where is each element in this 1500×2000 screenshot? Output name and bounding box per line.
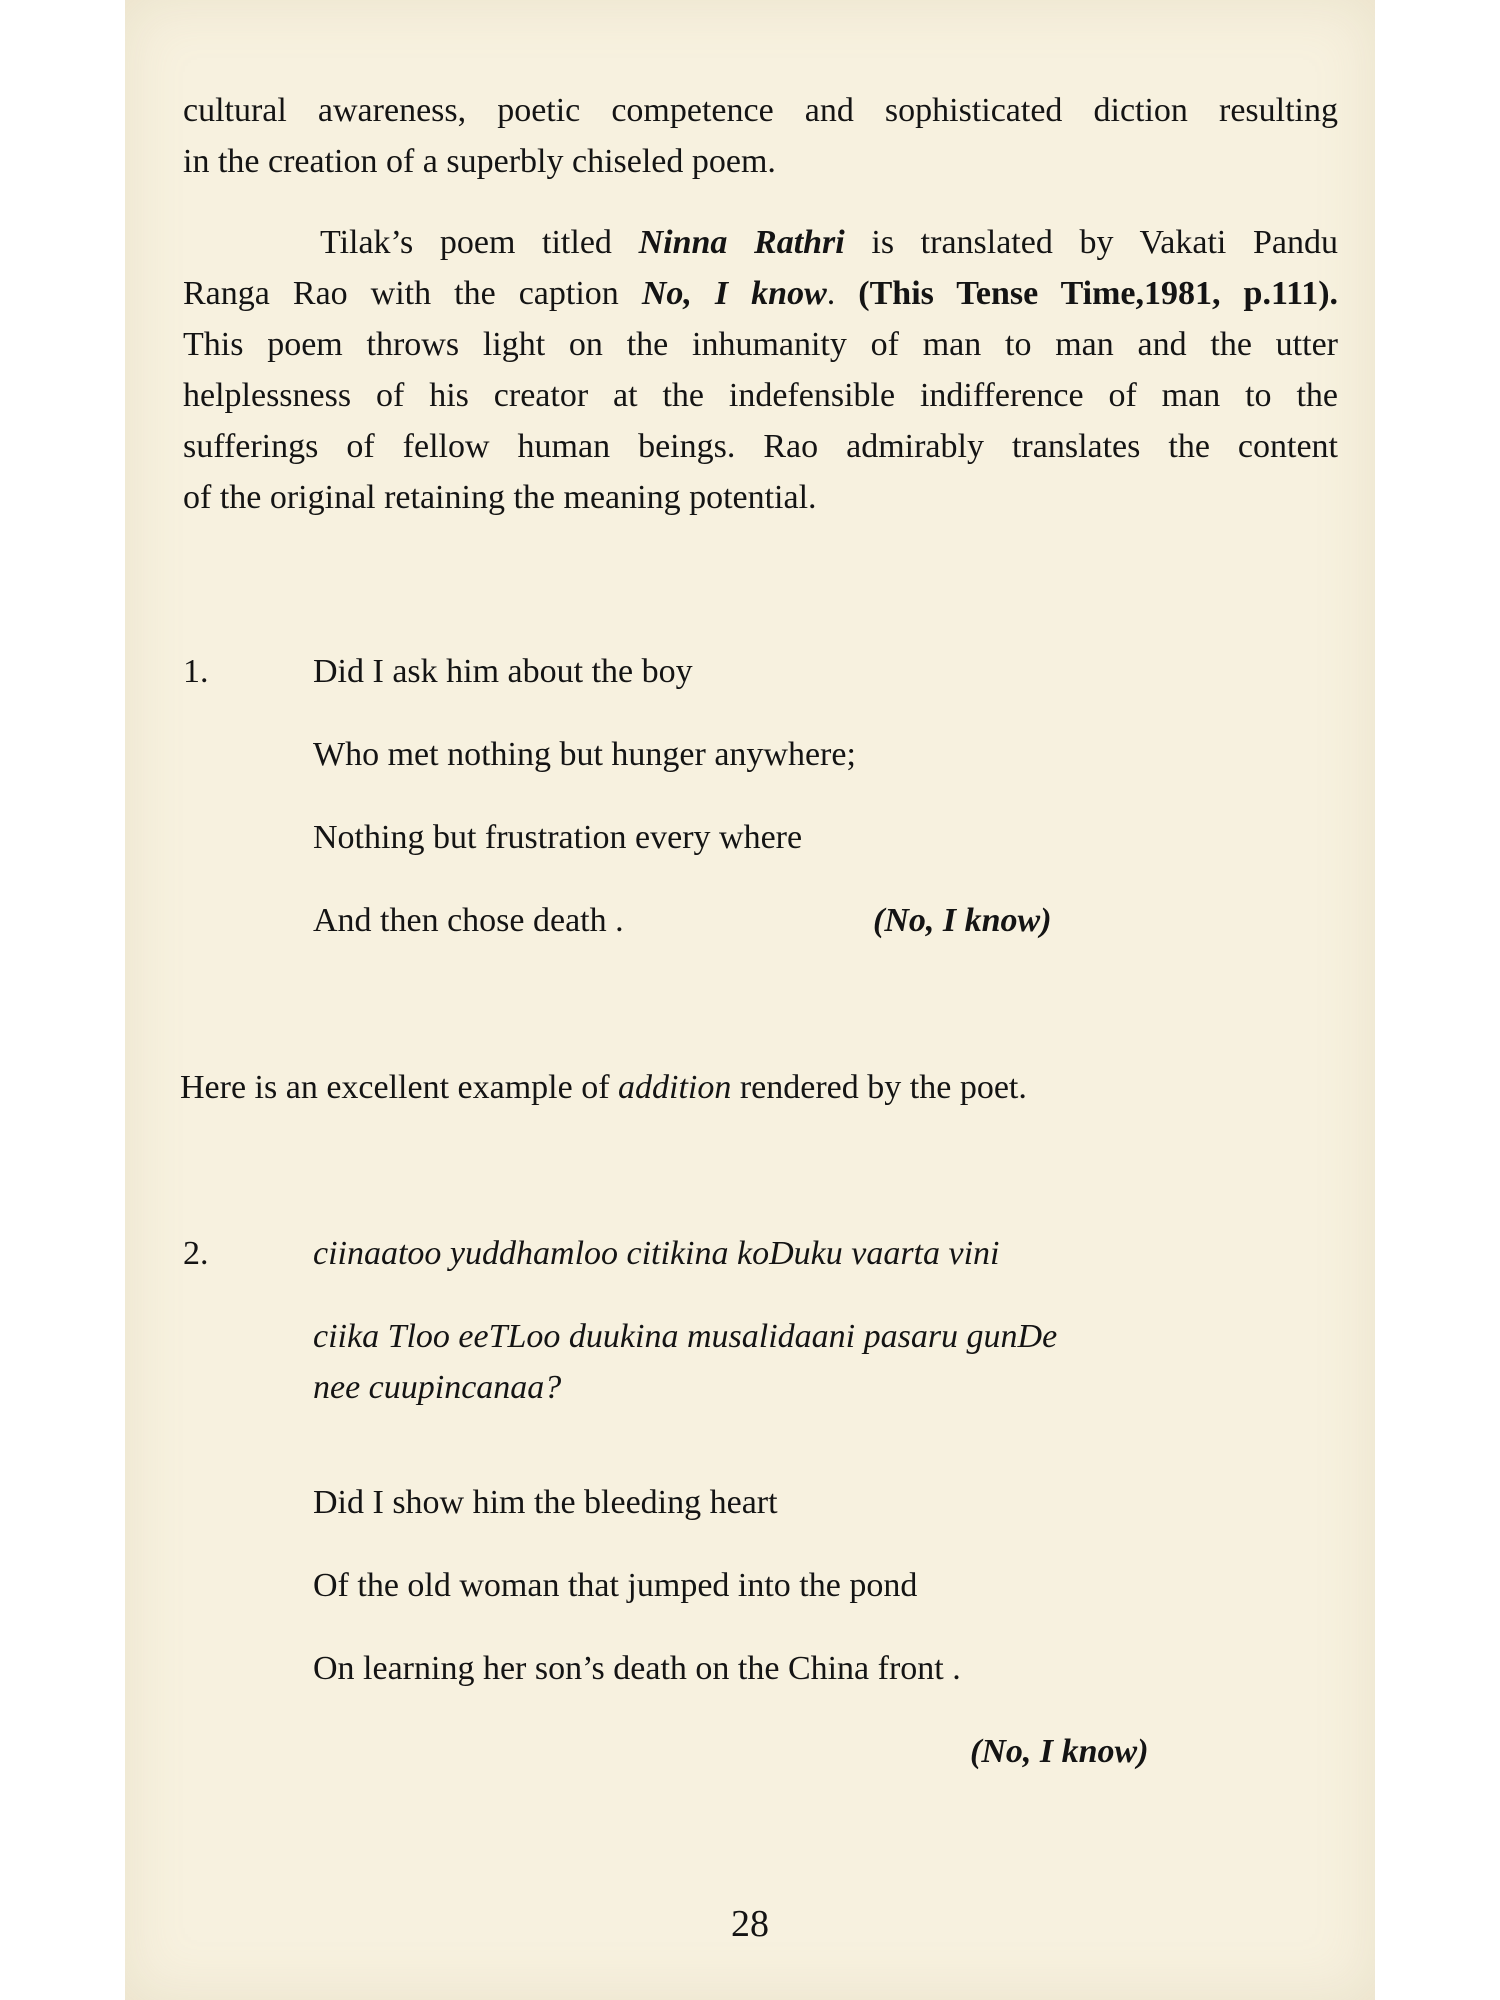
verse-line: Nothing but frustration every where bbox=[313, 819, 803, 856]
verse-line: On learning her son’s death on the China front . bbox=[313, 1650, 961, 1687]
verse-line: Of the old woman that jumped into the pond bbox=[313, 1567, 918, 1604]
paragraph-text: Ranga Rao with the caption bbox=[183, 275, 642, 312]
telugu-line: nee cuupincanaa? bbox=[313, 1369, 562, 1406]
comment-text: Here is an excellent example of bbox=[180, 1069, 619, 1106]
term-addition: addition bbox=[618, 1069, 732, 1106]
paragraph-line-1 bbox=[320, 226, 1338, 260]
verse-line: Who met nothing but hunger anywhere; bbox=[313, 736, 856, 773]
paragraph-line-4: helplessness of his creator at the indefensible indifference of man to the bbox=[183, 377, 1338, 414]
telugu-line: ciinaatoo yuddhamloo citikina koDuku vaarta vini bbox=[313, 1235, 1000, 1272]
intro-line-2: in the creation of a superbly chiseled poem. bbox=[183, 143, 776, 180]
example-number: 2. bbox=[183, 1235, 209, 1272]
paragraph-line-6: of the original retaining the meaning potential. bbox=[183, 479, 817, 516]
poem-title: Ninna Rathri bbox=[638, 224, 845, 261]
citation: (This Tense Time,1981, p.111). bbox=[858, 275, 1339, 312]
telugu-line: ciika Tloo eeTLoo duukina musalidaani pasaru gunDe bbox=[313, 1318, 1058, 1355]
paragraph-text: is translated by Vakati Pandu bbox=[844, 224, 1338, 261]
verse-line: Did I show him the bleeding heart bbox=[313, 1484, 778, 1521]
page-number: 28 bbox=[731, 1903, 769, 1945]
verse-line: Did I ask him about the boy bbox=[313, 653, 693, 690]
paragraph-line-5: sufferings of fellow human beings. Rao admirably translates the content bbox=[183, 428, 1338, 465]
paragraph-text: Tilak’s poem titled bbox=[320, 224, 639, 261]
comment-line bbox=[180, 1071, 1027, 1105]
paragraph-line-2 bbox=[183, 277, 1338, 311]
example-number: 1. bbox=[183, 653, 209, 690]
intro-line-1: cultural awareness, poetic competence and sophisticated diction resulting bbox=[183, 92, 1338, 129]
paragraph-line-3: This poem throws light on the inhumanity of man to man and the utter bbox=[183, 326, 1338, 363]
poem-caption: No, I know bbox=[641, 275, 827, 312]
attribution: (No, I know) bbox=[970, 1733, 1149, 1770]
verse-line: And then chose death . bbox=[313, 902, 624, 939]
paragraph-text: . bbox=[826, 275, 859, 312]
attribution: (No, I know) bbox=[873, 902, 1052, 939]
comment-text: rendered by the poet. bbox=[731, 1069, 1027, 1106]
